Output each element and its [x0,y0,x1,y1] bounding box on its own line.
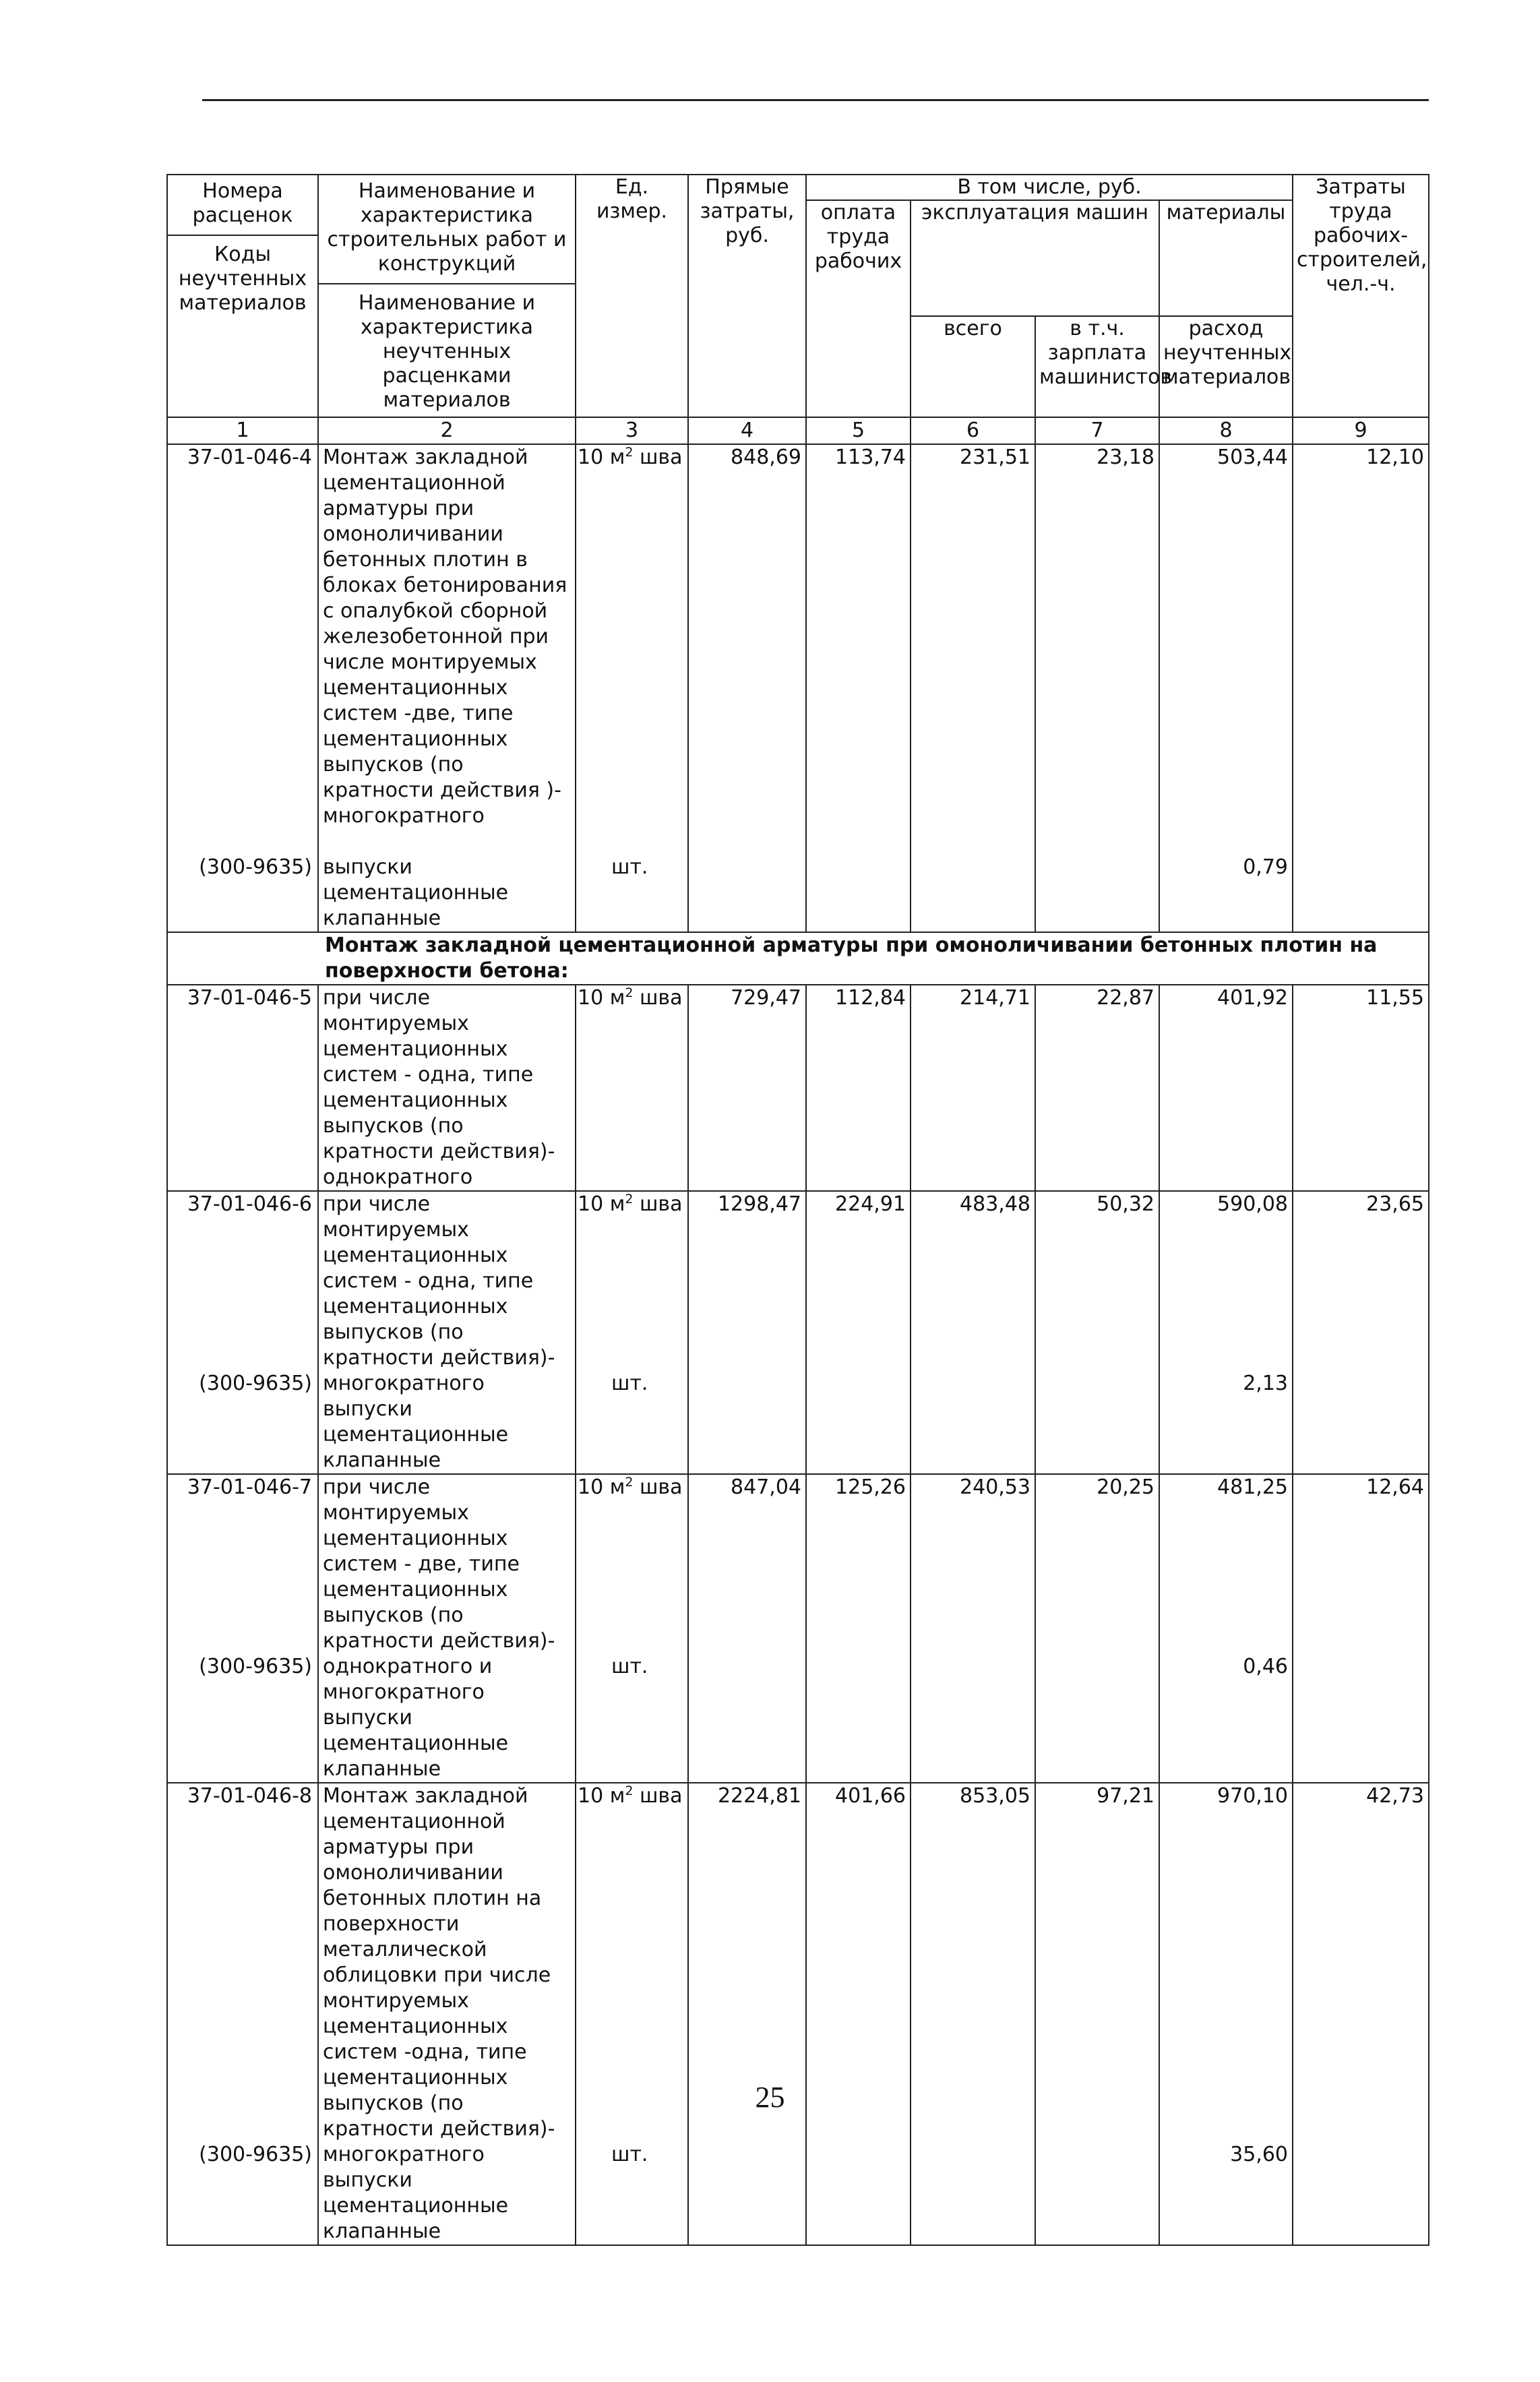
material-unit: шт. [611,1372,648,1395]
header-unaccounted-materials: расход неучтенных материалов [1159,316,1293,417]
work-description: Монтаж закладной цементационной арматуры при омоноличивании бетонных плотин на поверхности металлической облицовки при числе монтируемых цементационных систем -одна, типе цементационных выпусков (по кратности действия)- многократного [323,1784,555,2166]
table-row [167,1474,1429,1783]
column-number: 3 [576,417,688,444]
header-row-1 [167,175,1429,200]
column-number: 7 [1035,417,1159,444]
material-description: выпуски цементационные клапанные [323,1706,509,1781]
unit: 10 $м^2$ шва [578,1783,683,1808]
materials-cell [1159,444,1293,932]
section-title: Монтаж закладной цементационной арматуры при омоноличивании бетонных плотин на поверхности бетона: [167,932,1429,985]
column-number: 1 [167,417,318,444]
rate-code-cell [167,1191,318,1474]
labor: 23,65 [1293,1191,1429,1474]
labor: 12,10 [1293,444,1429,932]
work-description: Монтаж закладной цементационной арматуры при омоноличивании бетонных плотин в блоках бетонирования с опалубкой сборной железобетонной при числе монтируемых цементационных систем -две, типе цементационных выпусков (по кратности действия )- многократного [323,446,567,828]
top-rule [202,99,1429,101]
unit: 10 $м^2$ шва [578,1192,683,1216]
material-quantity: 0,79 [1243,855,1288,879]
materials: 590,08 [1217,1192,1288,1216]
material-unit: шт. [611,1655,648,1678]
header-machines-total: всего [911,316,1035,417]
unit: 10 $м^2$ шва [576,985,688,1191]
materials-cell [1159,1474,1293,1783]
rate-code: 37-01-046-6 [187,1192,312,1216]
machinist-wages: 20,25 [1035,1474,1159,1783]
description-cell [318,1474,576,1783]
wages: 224,91 [806,1191,911,1474]
material-quantity: 2,13 [1243,1372,1288,1395]
unit-cell [576,1191,688,1474]
machines-total: 483,48 [911,1191,1035,1474]
header-rate-numbers: Номера расценок [168,175,317,236]
header-direct-costs: Прямые затраты, руб. [688,175,806,417]
rate-code: 37-01-046-5 [167,985,318,1191]
unit-cell [576,444,688,932]
materials: 503,44 [1217,446,1288,469]
column-number: 5 [806,417,911,444]
work-description: при числе монтируемых цементационных систем - одна, типе цементационных выпусков (по кратности действия)- многократного [323,1192,555,1395]
work-description: при числе монтируемых цементационных систем - две, типе цементационных выпусков (по кратности действия)- однократного и многократного [323,1475,555,1704]
machines-total: 853,05 [911,1783,1035,2245]
table-row [167,985,1429,1191]
materials: 401,92 [1159,985,1293,1191]
wages: 401,66 [806,1783,911,2245]
machinist-wages: 50,32 [1035,1191,1159,1474]
header-machinist-wages: в т.ч. зарплата машинистов [1035,316,1159,417]
rate-code-cell [167,444,318,932]
wages: 125,26 [806,1474,911,1783]
rate-code: 37-01-046-4 [187,446,312,469]
material-description: выпуски цементационные клапанные [323,2168,509,2243]
labor: 11,55 [1293,985,1429,1191]
material-quantity: 35,60 [1230,2143,1288,2166]
column-number: 6 [911,417,1035,444]
material-code: (300-9635) [199,2143,312,2166]
material-code: (300-9635) [199,1372,312,1395]
column-number-row [167,417,1429,444]
machines-total: 240,53 [911,1474,1035,1783]
rate-code-cell [167,1783,318,2245]
rates-table [166,174,1429,2246]
direct-costs: 848,69 [688,444,806,932]
header-materials: материалы [1159,200,1293,316]
table-row [167,444,1429,932]
header-labor: Затраты труда рабочих-строителей, чел.-ч. [1293,175,1429,417]
direct-costs: 1298,47 [688,1191,806,1474]
machines-total: 231,51 [911,444,1035,932]
machinist-wages: 22,87 [1035,985,1159,1191]
direct-costs: 729,47 [688,985,806,1191]
material-unit: шт. [611,2143,648,2166]
material-code: (300-9635) [199,1655,312,1678]
direct-costs: 2224,81 [688,1783,806,2245]
table-row [167,1191,1429,1474]
header-wages: оплата труда рабочих [806,200,911,417]
material-quantity: 0,46 [1243,1655,1288,1678]
rate-code-cell [167,1474,318,1783]
unit: 10 $м^2$ шва [578,445,683,469]
unit-cell [576,1783,688,2245]
labor: 42,73 [1293,1783,1429,2245]
description-cell [318,444,576,932]
unit-cell [576,1474,688,1783]
material-code: (300-9635) [199,855,312,879]
header-work-name: Наименование и характеристика строительных работ и конструкций [319,175,575,284]
machinist-wages: 23,18 [1035,444,1159,932]
section-row [167,932,1429,985]
wages: 113,74 [806,444,911,932]
labor: 12,64 [1293,1474,1429,1783]
direct-costs: 847,04 [688,1474,806,1783]
column-number: 2 [318,417,576,444]
page-number: 25 [755,2081,785,2114]
material-description: выпуски цементационные клапанные [323,1397,509,1472]
work-description: при числе монтируемых цементационных систем - одна, типе цементационных выпусков (по кратности действия)- однократного [318,985,576,1191]
header-material-codes: Коды неучтенных материалов [178,243,307,315]
material-description: выпуски цементационные клапанные [323,855,509,930]
rate-code: 37-01-046-8 [187,1784,312,1808]
wages: 112,84 [806,985,911,1191]
header-codes [167,175,318,417]
unit: 10 $м^2$ шва [578,1475,683,1499]
header-including: В том числе, руб. [806,175,1293,200]
description-cell [318,1783,576,2245]
material-unit: шт. [611,855,648,879]
column-number: 4 [688,417,806,444]
machines-total: 214,71 [911,985,1035,1191]
materials: 481,25 [1217,1475,1288,1499]
header-names [318,175,576,417]
column-number: 9 [1293,417,1429,444]
header-material-name: Наименование и характеристика неучтенных расценками материалов [358,291,536,412]
column-number: 8 [1159,417,1293,444]
materials-cell [1159,1783,1293,2245]
header-unit: Ед. измер. [576,175,688,417]
rate-code: 37-01-046-7 [187,1475,312,1499]
table-row [167,1783,1429,2245]
description-cell [318,1191,576,1474]
header-machines: эксплуатация машин [911,200,1159,316]
materials-cell [1159,1191,1293,1474]
materials: 970,10 [1217,1784,1288,1808]
machinist-wages: 97,21 [1035,1783,1159,2245]
